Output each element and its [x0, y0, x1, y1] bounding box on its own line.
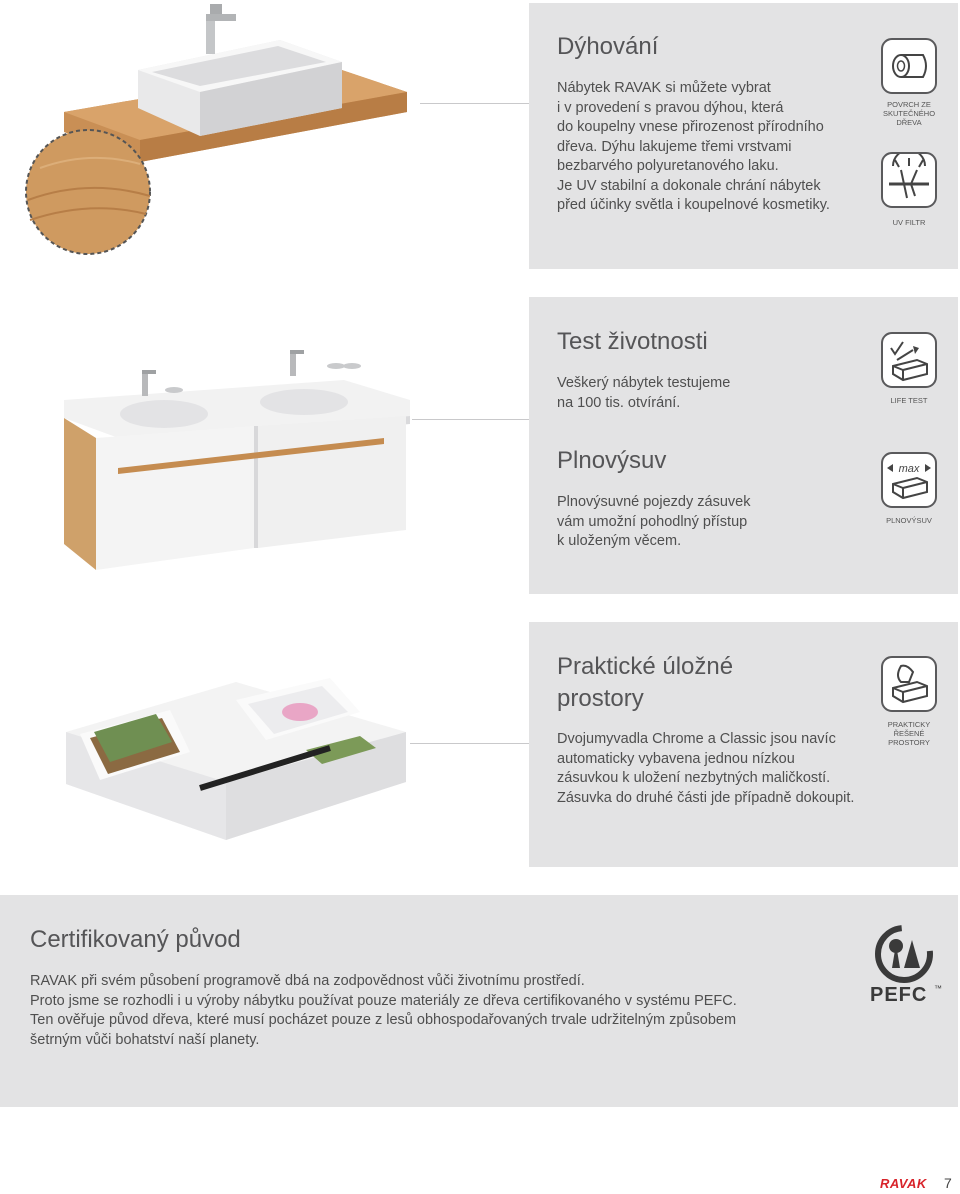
- life-test-label: LIFE TEST: [890, 396, 928, 405]
- life-test-icon: [881, 332, 937, 388]
- storage-drawer-image: [60, 672, 420, 852]
- veneer-connector: [420, 103, 529, 104]
- certified-title: Certifikovaný původ: [30, 926, 241, 953]
- wood-log-icon: [881, 38, 937, 94]
- ravak-logo: RAVAK: [880, 1176, 927, 1191]
- veneer-washbasin-image: [0, 0, 420, 270]
- storage-connector: [410, 743, 529, 744]
- storage-label: PRAKTICKY ŘEŠENÉ PROSTORY: [887, 720, 931, 747]
- veneer-text: Nábytek RAVAK si můžete vybrat i v provedení s pravou dýhou, která do koupelny vnese přirozenost přírodního dřeva. Dýhu lakujeme třemi vrstvami bezbarvého polyuretanového laku. Je UV stabilní a dokonale chrání nábytek před účinky světla i koupelnové kosmetiky.: [557, 80, 830, 213]
- pefc-tm: ™: [934, 984, 942, 993]
- double-washbasin-cabinet-image: [54, 330, 474, 600]
- pefc-logo: [866, 924, 944, 1008]
- veneer-title: Dýhování: [557, 33, 659, 60]
- page-number: 7: [944, 1175, 952, 1191]
- lifetest-title: Test životnosti: [557, 328, 708, 355]
- fullext-text: Plnovýsuvné pojezdy zásuvek vám umožní pohodlný přístup k uloženým věcem.: [557, 494, 751, 549]
- storage-title: Praktické úložné prostory: [557, 653, 734, 712]
- lifetest-text: Veškerý nábytek testujeme na 100 tis. otvírání.: [557, 375, 731, 411]
- full-extension-max-text: max: [898, 463, 920, 475]
- certified-text: RAVAK při svém působení programově dbá na zodpovědnost vůči životnímu prostředí. Proto jsme se rozhodli i u výroby nábytku používat pouze materiály ze dřeva certifikovaného v systému PEFC. Ten ověřuje původ dřeva, které musí pocházet pouze z lesů obhospodařovaných trvale udržitelným způsobem šetrným vůči bohatství naší planety.: [30, 973, 737, 1048]
- uv-filter-icon: [881, 152, 937, 208]
- full-extension-label: PLNOVÝSUV: [886, 516, 932, 525]
- fullext-title: Plnovýsuv: [557, 447, 667, 474]
- wood-surface-label: POVRCH ZE SKUTEČNÉHO DŘEVA: [882, 100, 936, 127]
- storage-drawer-icon: [881, 656, 937, 712]
- storage-text: Dvojumyvadla Chrome a Classic jsou navíc automaticky vybavena jednou nízkou zásuvkou k uložení nezbytných maličkostí. Zásuvka do druhé části jde případně dokoupit.: [557, 731, 855, 806]
- pefc-text: PEFC: [870, 984, 928, 1006]
- uv-filter-label: UV FILTR: [892, 218, 926, 227]
- full-extension-icon: [881, 452, 937, 508]
- pefc-tree-icon: [866, 924, 944, 984]
